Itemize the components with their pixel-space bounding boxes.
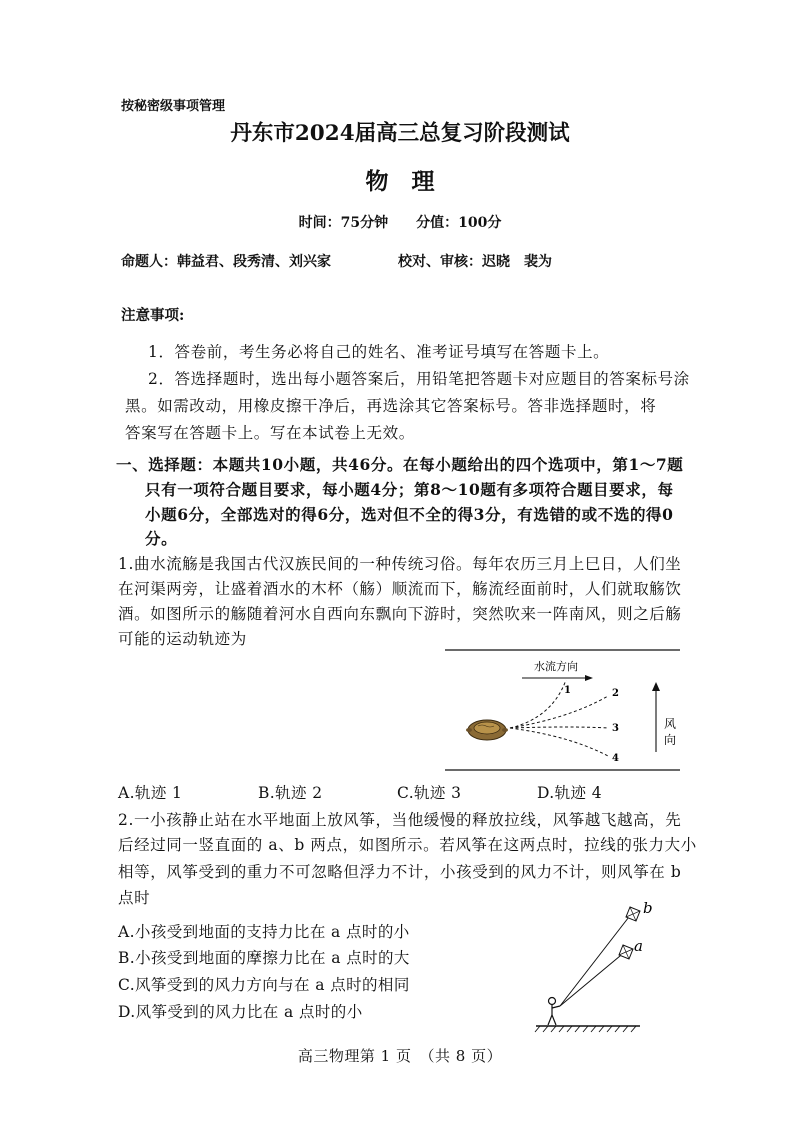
option-b[interactable]: B.轨迹 2 — [258, 784, 323, 802]
current-direction-label: 水流方向 — [534, 660, 578, 673]
section-heading-line: 小题6分，全部选对的得6分，选对但不全的得3分，有选错的或不选的得0 — [145, 505, 674, 524]
notice-line: 2．答选择题时，选出每小题答案后，用铅笔把答题卡对应题目的答案标号涂 — [148, 370, 690, 388]
question-2-line: 后经过同一竖直面的 a、b 两点，如图所示。若风筝在这两点时，拉线的张力大小 — [118, 836, 697, 854]
trajectory-1 — [510, 680, 566, 728]
option-d[interactable]: D.轨迹 4 — [537, 784, 602, 802]
question-2-line: 点时 — [118, 889, 151, 907]
wind-label: 向 — [664, 733, 677, 747]
notice-line: 1．答卷前，考生务必将自己的姓名、准考证号填写在答题卡上。 — [148, 343, 610, 361]
question-1-line: 在河渠两旁，让盛着酒水的木杯（觞）顺流而下，觞流经面前时，人们就取觞饮 — [118, 580, 682, 598]
cup-icon — [466, 720, 508, 740]
kite-b — [626, 907, 640, 921]
option-d[interactable]: D.风筝受到的风力比在 a 点时的小 — [118, 1003, 363, 1021]
wind-label: 风 — [664, 717, 677, 731]
path-label: 3 — [612, 723, 619, 734]
kite-label: b — [643, 899, 653, 917]
question-1-line: 1.曲水流觞是我国古代汉族民间的一种传统习俗。每年农历三月上巳日，人们坐 — [118, 555, 682, 573]
question-2-line: 相等，风筝受到的重力不可忽略但浮力不计，小孩受到的风力不计，则风筝在 b — [118, 863, 682, 881]
secret-note: 按秘密级事项管理 — [121, 99, 226, 114]
option-a[interactable]: A.轨迹 1 — [118, 784, 183, 802]
path-label: 1 — [564, 685, 571, 696]
kite-label: a — [634, 937, 643, 955]
path-label: 2 — [612, 688, 619, 699]
notice-line: 答案写在答题卡上。写在本试卷上无效。 — [125, 424, 415, 442]
path-label: 4 — [612, 753, 619, 764]
notice-line: 黑。如需改动，用橡皮擦干净后，再选涂其它答案标号。答非选择题时，将 — [125, 397, 657, 415]
question-1-line: 可能的运动轨迹为 — [118, 630, 247, 648]
exam-title: 丹东市2024届高三总复习阶段测试 — [230, 121, 570, 146]
option-a[interactable]: A.小孩受到地面的支持力比在 a 点时的小 — [118, 923, 410, 941]
subject-title: 物 理 — [365, 168, 435, 195]
trajectory-2 — [510, 696, 608, 728]
section-heading-line: 一、选择题：本题共10小题，共46分。在每小题给出的四个选项中，第1～7题 — [116, 455, 684, 474]
section-heading-line: 分。 — [145, 529, 178, 548]
kite-a — [619, 945, 633, 959]
trajectory-4 — [510, 728, 608, 756]
question-2-line: 2.一小孩静止站在水平地面上放风筝，当他缓慢的释放拉线，风筝越飞越高，先 — [118, 811, 682, 829]
child-figure — [548, 998, 560, 1026]
kite-figure — [530, 895, 670, 1035]
question-1-line: 酒。如图所示的觞随着河水自西向东飘向下游时，突然吹来一阵南风，则之后觞 — [118, 605, 682, 623]
option-c[interactable]: C.风筝受到的风力方向与在 a 点时的相同 — [118, 976, 410, 994]
section-heading-line: 只有一项符合题目要求，每小题4分；第8～10题有多项符合题目要求，每 — [145, 480, 674, 499]
option-c[interactable]: C.轨迹 3 — [397, 784, 462, 802]
notice-title: 注意事项: — [121, 307, 185, 324]
page-footer: 高三物理第 1 页 （共 8 页） — [297, 1047, 503, 1065]
reviewers: 校对、审核：迟晓 裴为 — [398, 254, 552, 270]
authors: 命题人：韩益君、段秀清、刘兴家 — [121, 254, 331, 270]
trajectory-3 — [510, 727, 608, 728]
time-score: 时间：75分钟 分值：100分 — [298, 215, 502, 231]
option-b[interactable]: B.小孩受到地面的摩擦力比在 a 点时的大 — [118, 949, 410, 967]
river-trajectory-figure — [440, 640, 690, 780]
